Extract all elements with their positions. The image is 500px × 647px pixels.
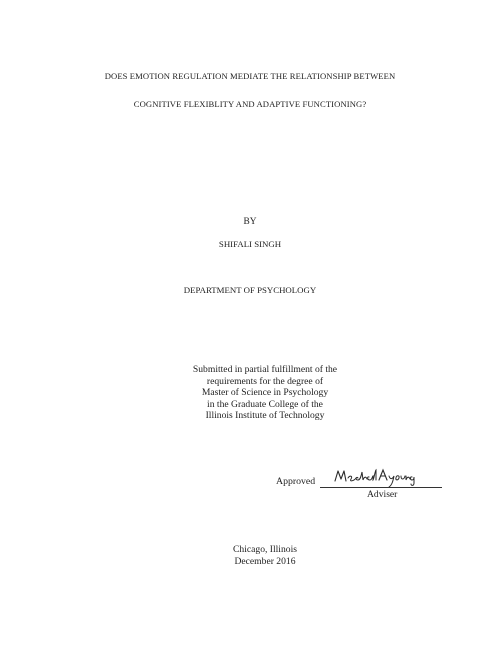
submission-line-5: Illinois Institute of Technology: [205, 410, 325, 422]
submission-line-1: Submitted in partial fulfillment of the: [192, 364, 338, 375]
by-label: BY: [243, 217, 257, 227]
submission-line-2: requirements for the degree of: [206, 375, 324, 387]
adviser-label: Adviser: [367, 489, 398, 500]
thesis-title-line-2: COGNITIVE FLEXIBLITY AND ADAPTIVE FUNCTIONING?: [133, 99, 367, 109]
department-name: DEPARTMENT OF PSYCHOLOGY: [183, 285, 317, 295]
submission-line-3: Master of Science in Psychology: [201, 387, 329, 399]
footer-block: [0, 544, 500, 567]
author-name: SHIFALI SINGH: [218, 239, 282, 249]
submission-line-4: in the Graduate College of the: [207, 398, 323, 410]
submission-statement: [0, 364, 500, 422]
location: Chicago, Illinois: [233, 544, 297, 555]
signature-line: [320, 487, 442, 488]
approved-label: Approved: [276, 476, 316, 487]
date: December 2016: [234, 555, 296, 567]
approval-block: [276, 466, 446, 506]
thesis-title-line-1: DOES EMOTION REGULATION MEDIATE THE RELATIONSHIP BETWEEN: [104, 71, 396, 81]
adviser-signature: [332, 466, 416, 488]
